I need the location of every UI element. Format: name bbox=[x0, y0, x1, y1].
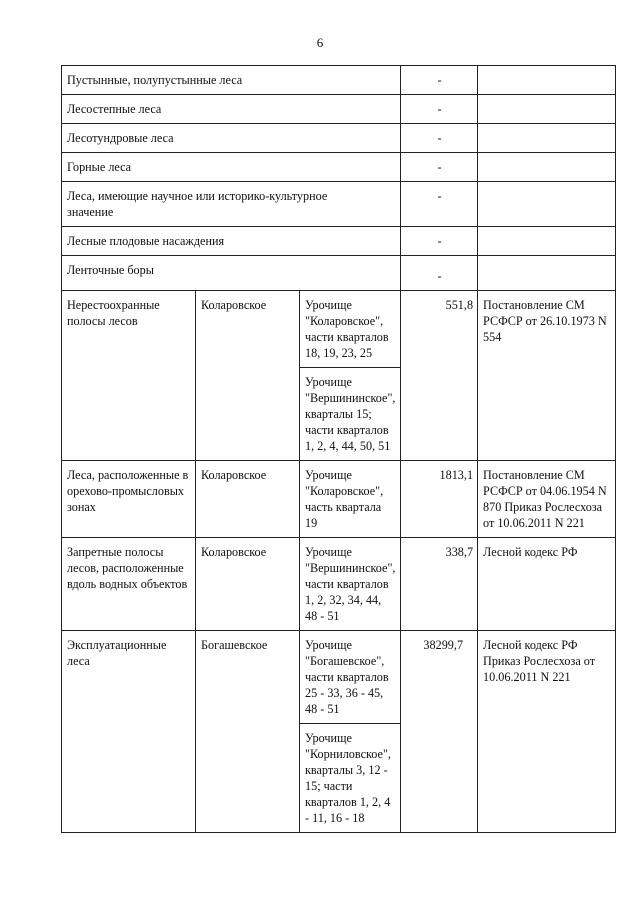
category-cell: Запретные полосы лесов, расположенные вдоль водных объектов bbox=[62, 538, 196, 631]
table-row bbox=[62, 256, 616, 291]
forest-table bbox=[61, 65, 616, 833]
category-cell: Нерестоохранные полосы лесов bbox=[62, 291, 196, 461]
row-value: - bbox=[401, 95, 478, 124]
location-cell: Урочище "Коларовское", части кварталов 18, 19, 23, 25 bbox=[300, 291, 401, 368]
category-cell: Эксплуатационные леса bbox=[62, 631, 196, 833]
row-value: - bbox=[401, 256, 478, 291]
location-cell: Урочище "Вершининское", кварталы 15; части кварталов 1, 2, 4, 44, 50, 51 bbox=[300, 368, 401, 461]
basis-cell: Лесной кодекс РФ Приказ Рослесхоза от 10.06.2011 N 221 bbox=[478, 631, 616, 833]
row-empty-cell bbox=[478, 227, 616, 256]
area-cell: 338,7 bbox=[401, 538, 478, 631]
location-cell: Урочище "Богашевское", части кварталов 25 - 33, 36 - 45, 48 - 51 bbox=[300, 631, 401, 724]
table-row bbox=[62, 631, 616, 724]
table-row bbox=[62, 124, 616, 153]
table-row bbox=[62, 95, 616, 124]
row-value: - bbox=[401, 227, 478, 256]
row-empty-cell bbox=[478, 153, 616, 182]
location-cell: Урочище "Корниловское", кварталы 3, 12 - 15; части кварталов 1, 2, 4 - 11, 16 - 18 bbox=[300, 724, 401, 833]
table-row bbox=[62, 153, 616, 182]
table-row bbox=[62, 227, 616, 256]
row-value: - bbox=[401, 124, 478, 153]
basis-cell: Постановление СМ РСФСР от 26.10.1973 N 554 bbox=[478, 291, 616, 461]
basis-cell: Постановление СМ РСФСР от 04.06.1954 N 870 Приказ Рослесхоза от 10.06.2011 N 221 bbox=[478, 461, 616, 538]
page-number: 6 bbox=[316, 35, 324, 50]
row-empty-cell bbox=[478, 182, 616, 227]
forestry-cell: Коларовское bbox=[196, 291, 300, 461]
row-label: Горные леса bbox=[62, 153, 401, 182]
table-row bbox=[62, 538, 616, 631]
row-empty-cell bbox=[478, 124, 616, 153]
row-label: Пустынные, полупустынные леса bbox=[62, 66, 401, 95]
table-row bbox=[62, 291, 616, 368]
row-label: Лесотундровые леса bbox=[62, 124, 401, 153]
forestry-cell: Богашевское bbox=[196, 631, 300, 833]
forestry-cell: Коларовское bbox=[196, 461, 300, 538]
table-row bbox=[62, 182, 616, 227]
row-value: - bbox=[401, 66, 478, 95]
row-label: Лесные плодовые насаждения bbox=[62, 227, 401, 256]
area-cell: 1813,1 bbox=[401, 461, 478, 538]
area-cell: 551,8 bbox=[401, 291, 478, 461]
category-cell: Леса, расположенные в орехово-промысловых зонах bbox=[62, 461, 196, 538]
row-value: - bbox=[401, 182, 478, 227]
area-cell: 38299,7 bbox=[401, 631, 478, 833]
row-empty-cell bbox=[478, 256, 616, 291]
table-row bbox=[62, 66, 616, 95]
row-empty-cell bbox=[478, 95, 616, 124]
table-row bbox=[62, 461, 616, 538]
row-label: Ленточные боры bbox=[62, 256, 401, 291]
location-cell: Урочище "Коларовское", часть квартала 19 bbox=[300, 461, 401, 538]
basis-cell: Лесной кодекс РФ bbox=[478, 538, 616, 631]
forestry-cell: Коларовское bbox=[196, 538, 300, 631]
row-label: Леса, имеющие научное или историко-культурное значение bbox=[62, 182, 401, 227]
row-empty-cell bbox=[478, 66, 616, 95]
row-label: Лесостепные леса bbox=[62, 95, 401, 124]
location-cell: Урочище "Вершининское", части кварталов 1, 2, 32, 34, 44, 48 - 51 bbox=[300, 538, 401, 631]
row-value: - bbox=[401, 153, 478, 182]
